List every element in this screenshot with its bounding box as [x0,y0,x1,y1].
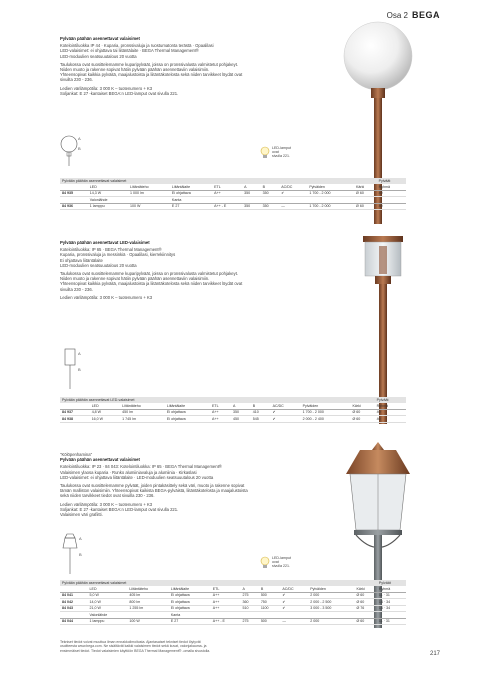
cell: 500 [259,618,281,625]
col-header: Valonlähde [88,612,128,619]
table-head-right: Pylväät [375,397,406,403]
cell: 2 000 [308,618,354,625]
table-row [60,618,406,625]
product-code: 84 042 [60,599,88,606]
cell: 450 [231,416,251,423]
col-header: Kanta [170,197,212,204]
col-header: Kärki [354,184,377,190]
desc-line: Ledien värilämpötila: 3 000 K – tuotenumero + K3 [60,85,153,91]
cell: 40 [377,190,406,197]
lightbulb-icon [260,556,270,570]
led-note-line: sivulla 221. [272,564,290,569]
cell: Ei ohjattava [169,599,211,606]
cell: ✔ [271,409,301,416]
cell: — [280,618,308,625]
cell: 14,0 W [88,599,128,606]
cell: 350 [231,409,251,416]
col-header: A [242,184,261,190]
col-header: Liitäntäteho [127,586,168,592]
cell: Ø 60 [355,599,377,606]
footer-note [60,640,400,653]
col-header: AC/DC [279,184,307,190]
cell: 40 [377,203,406,210]
desc-line: Yhteensopivat kaikkia pylväitä, maajalustoista ja liitäntäkotelosta sekä niiden tarvikkeet löydät ovat [60,281,243,287]
col-header: Valonlähde [88,197,128,204]
cell: 100 W [127,618,168,625]
cell: 450 lm [120,409,165,416]
spec-table-2 [60,397,406,423]
cell: 360 [240,599,258,606]
led-note-line: LED-lamput [272,146,291,150]
spec-table-1 [60,178,406,210]
cell: 405 lm [127,592,168,599]
col-header: B [261,184,280,190]
desc-line: Kotelointiluokka: IP 65 · BEGA Thermal Management® [60,247,162,253]
cell: 16,0 W [90,416,120,423]
col-header: Pylväiden [308,586,354,592]
svg-text:B: B [79,552,82,557]
col-header: Ryhmä [377,184,406,190]
cell: 750 [259,599,281,606]
product-code: 84 043 [60,605,88,612]
led-note-line: ovat [272,560,279,565]
desc-line: Ledien värilämpötila: 3 000 K – tuotenumero + K3 [60,294,153,300]
cell: 1100 [259,605,281,612]
cell: 11 · 31 [377,618,406,625]
cell: ✔ [279,190,307,197]
lantern-led-diagram [58,345,88,395]
cell: 14 · 34 [377,605,406,612]
desc-line: Niiden muoto ja rakenne sopivat hätiin pylvään päähän asennettaviin valaisimiin. [60,276,210,282]
col-header: Kärki [355,586,377,592]
product-code: 84 935 [60,190,88,197]
col-header: A [240,586,258,592]
desc-line: Soljankat: E 27 -kantaiset BEGA:n LED-lamput ovat sivulla 221. [60,506,179,512]
svg-text:B: B [78,146,81,151]
cell: A++ [210,409,231,416]
section-title: Pylvään päähän asennettavat valaisimet [60,457,140,463]
table-head-right: Pylväät [377,580,406,586]
cell: Ø 60 [351,409,375,416]
cell: 1 745 lm [120,416,165,423]
cell: 2 000 [308,592,354,599]
cell: Ei ohjattava [165,409,210,416]
cell: Ei ohjattava [170,190,212,197]
cell: 1 000 lm [128,190,170,197]
cell: 21,0 W [88,605,128,612]
col-header: Liitäntälaite [170,184,212,190]
col-header: Liitäntälaite [165,403,210,409]
cell: 40 [375,416,406,423]
cell: A++ [211,599,241,606]
cell: 510 [240,605,258,612]
desc-line: Valaisimen ylaosa kuparia · Runko alumiiniavaluja ja alumiinia · Kirkaslasi [60,469,197,475]
cell: 275 [240,592,258,599]
led-note-line: sivulla 221. [272,154,290,159]
cell: A++ [211,592,241,599]
desc-line: Ei ohjattava liitäntälaite [60,257,103,263]
cell: A++ [210,416,231,423]
desc-line: LED-valaisimet: ei ohjattava tai liitäntälaite · BEGA Thermal Management® [60,48,199,54]
svg-text:A: A [79,536,82,541]
cell: 275 [240,618,258,625]
col-header: Ryhmä [377,586,406,592]
cell: E 27 [169,618,211,625]
cell: ✔ [280,605,308,612]
col-header: B [251,403,271,409]
svg-text:A: A [78,351,81,356]
product-code: 84 936 [60,203,88,210]
cell: 350 [261,190,280,197]
led-note-line: ovat [272,150,279,155]
desc-line: LED-moduulien seatsuuutalous 20 vuotta [60,262,137,268]
cell: 1 700 - 2 000 [307,203,354,210]
cell: ✔ [271,416,301,423]
cell: 1 lamppu [88,203,128,210]
page-number: 217 [429,651,440,657]
col-header: LED [88,586,128,592]
cell: 14,3 W [88,190,128,197]
table-head: Pylvään päähän asennettavat valaisimet [60,580,377,586]
product-code: 84 937 [60,409,90,416]
col-header: AC/DC [271,403,301,409]
desc-line: Taulukossa ovat suosittelemamme pylväät, joiden pintakäsittely sekä väri, muoto ja rakenne sopivat [60,483,245,489]
col-header: LED [90,403,120,409]
table-head: Pylvään päähän asennettavat LED-valaisimet [60,397,375,403]
col-header: ETL [210,403,231,409]
desc-line: Niiden muoto ja rakenne sopivat hätiin pylvään päähän asennettaviin valaisimiin. [60,67,210,73]
footer-line: osoitteesta www.bega.com. Ne sisältävät kaikki valaisimen tiedot sekä kuvat, valonjakauma- ja [60,644,207,649]
table-row [60,203,406,210]
series-name: "Kölöpenhamina" [60,452,93,457]
cell: E 27 [170,203,212,210]
col-header: Pylväiden [307,184,354,190]
col-header: Ryhmä [375,403,406,409]
desc-line: sivuilta 230 - 236. [60,77,93,83]
globe-luminaire-diagram [58,132,88,172]
desc-line: Taulukossa ovat suosittelemamme kuparipylväät, joissa on pronssivalusta valmistetut pohjakeyt. [60,271,239,277]
col-header: Kärki [351,403,375,409]
table-row [60,416,406,423]
col-header: Liitäntäteho [120,403,165,409]
cell: 1 700 - 2 000 [301,409,351,416]
col-header: A [231,403,251,409]
footer-line: Tekniset tiedot voivat muuttua ilman ennakkoilmoitusta. Ajantasaiset tekniset tiedot löytyvät [60,640,201,644]
cell: 4,8 W [90,409,120,416]
cell: 5,0 W [88,592,128,599]
cell: 3 000 - 3 500 [308,605,354,612]
table-head: Pylvään päähän asennettavat valaisimet [60,178,377,184]
led-lantern-photo [345,226,425,426]
cell: 800 lm [127,599,168,606]
cell: 545 [251,416,271,423]
lightbulb-icon [260,146,270,160]
cell: Ei ohjattava [165,416,210,423]
copenhagen-lantern-diagram [58,530,88,578]
section-label: Osa 2 [386,11,408,20]
cell: Ø 60 [355,618,377,625]
col-header: LED [88,184,128,190]
led-note [272,556,291,569]
desc-line: LED-moduulien seatsuuutalous 20 vuotta [60,53,137,59]
cell: 410 [251,409,271,416]
cell: A++ - E [212,203,242,210]
cell: 11 · 31 [377,592,406,599]
col-header: Liitäntälaite [169,586,211,592]
cell: ✔ [280,592,308,599]
cell: 350 [242,203,261,210]
cell: Ø 60 [354,203,377,210]
col-header: AC/DC [280,586,308,592]
desc-line: sekä niiden tarvikkeet tiedot ovat sivuilla 230 - 236. [60,493,155,499]
cell: Ei ohjattava [169,592,211,599]
col-header: Liitäntäteho [128,184,170,190]
cell: 1 255 lm [127,605,168,612]
product-code: 84 041 [60,592,88,599]
cell: Ei ohjattava [169,605,211,612]
col-header: ETL [212,184,242,190]
col-header: Kanta [169,612,211,619]
cell: 350 [261,203,280,210]
cell: 100 W [128,203,170,210]
cell: A++ - E [211,618,241,625]
cell: — [279,203,307,210]
cell: Ø 60 [354,190,377,197]
col-header: B [259,586,281,592]
cell: Ø 76 [355,605,377,612]
desc-line: Kuparia, pronssivaluja ja messinkiä · Opaalilasi, kierrekiinnitys [60,252,176,258]
cell: 40 [375,409,406,416]
cell: Ø 60 [351,416,375,423]
desc-line: LED-valaisimet: ei ohjattava liitäntälaite · LED-moduulien seatsuuutalous 20 vuotta [60,474,214,480]
brand-logo: BEGA [411,10,440,20]
cell: 350 [242,190,261,197]
product-code: 84 044 [60,618,88,625]
cell: A++ [212,190,242,197]
col-header: ETL [211,586,241,592]
desc-line: Kotelointiluokka: IP 23 · 84 043: Kotelointiluokka: IP 65 · BEGA Thermal Management® [60,464,222,470]
svg-text:A: A [78,136,81,141]
desc-line: tämän malliston valaisimiin. Yhteensopivat kaikista BEGA-pylväistä, liitäntäkotelosta ja maajalustoista [60,488,248,494]
footer-line: ensimmäiset tiedot. Tiedot valaisimien käyttöön BEGA Thermal Management® -omalla sivustolla. [60,648,211,653]
cell: 500 [259,592,281,599]
cell: 14 · 34 [377,599,406,606]
desc-line: Yhteensopivat kaikkia pylväitä, maajalustoista ja liitäntäkotelosta sekä niiden tarvikkeet löydät ovat [60,72,243,78]
cell: 2 000 - 2 400 [301,416,351,423]
desc-line: Ledien värilämpötila: 3 000 K – tuotenumero + K3 [60,501,153,507]
cell: 1 lamppu [88,618,128,625]
desc-line: Soljankat: E 27 -kantaiset BEGA:n LED-lamput ovat sivulla 221. [60,90,179,96]
section-title: Pylvään päähän asennettavat valaisimet [60,36,140,41]
cell: 1 700 - 2 000 [307,190,354,197]
spec-table-3 [60,580,406,625]
desc-line: Valaisimen väri grafiitti. [60,512,103,518]
product-code: 84 938 [60,416,90,423]
section-title: Pylvään päähän asennettavat LED-valaisimet [60,240,150,245]
col-header: Pylväiden [301,403,351,409]
desc-line: sivuilta 230 - 236. [60,286,93,292]
desc-line: Taulukossa ovat suosittelemamme kuparipylväät, joissa on pronssivalusta valmistetut pohjakeyt. [60,61,239,67]
led-note [272,146,291,159]
table-head-right: Pylväät [377,178,406,184]
svg-text:B: B [78,367,81,372]
cell: 2 000 - 2 500 [308,599,354,606]
cell: A++ [211,605,241,612]
cell: Ø 60 [355,592,377,599]
desc-line: Kotelointiluokka IP 44 · Kuparia, pronssivaluja ja ruostumatonta terästä · Opaalilasi [60,43,214,49]
led-note-line: LED-lamput [272,556,291,560]
cell: ✔ [280,599,308,606]
